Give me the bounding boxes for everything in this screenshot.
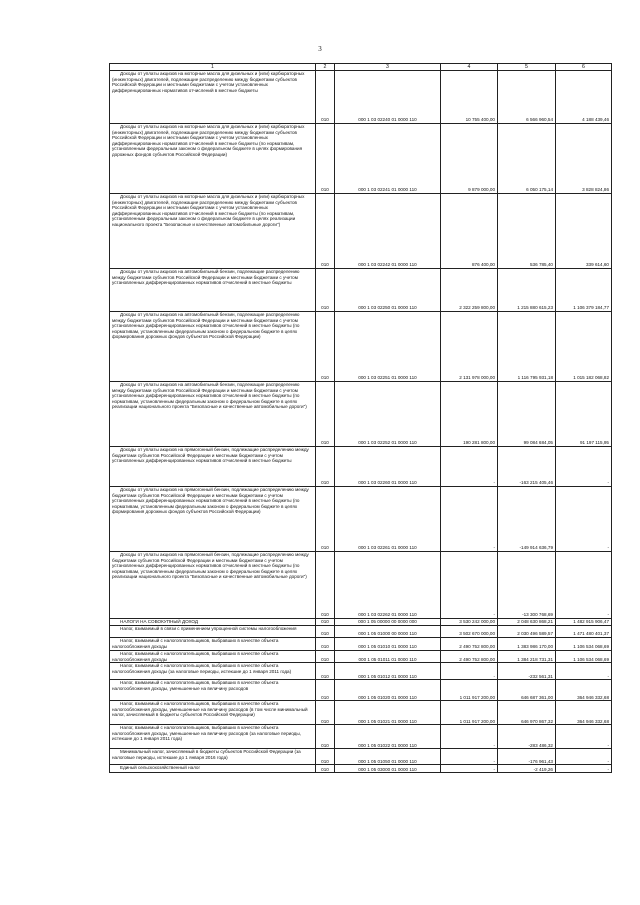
cell-approved: -	[441, 749, 498, 765]
cell-executed: -283 486,32	[498, 725, 556, 749]
cell-approved: 9 879 000,00	[441, 124, 498, 194]
cell-executed: 1 384 218 731,31	[498, 651, 556, 663]
table-row	[110, 765, 612, 773]
cell-line: 010	[316, 71, 335, 124]
cell-name: Доходы от уплаты акцизов на моторные масла для дизельных и (или) карбюраторных (инжекторных) двигателей, подлежащие распределению между бюджетами субъектов Российской Федерации и местными бюджетами с учетом установленных дифференцированных нормативов отчислений в местные бюджеты	[110, 71, 316, 124]
cell-unexecuted: 1 106 379 184,77	[556, 269, 612, 312]
cell-unexecuted: 1 471 480 401,37	[556, 626, 612, 638]
cell-line: 010	[316, 626, 335, 638]
cell-unexecuted: 1 106 534 068,69	[556, 638, 612, 651]
cell-name: Доходы от уплаты акцизов на прямогонный бензин, подлежащие распределению между бюджетами субъектов Российской Федерации и местными бюджетами с учетом установленных дифференцированных нормативов отчислений в местные бюджеты (по нормативам, установленным федеральным законом о федеральном бюджете в целях реализации национального проекта "Безопасные и качественные автомобильные дороги")	[110, 552, 316, 619]
cell-code: 000 1 05 03000 01 0000 110	[335, 765, 441, 773]
cell-code: 000 1 05 01011 01 0000 110	[335, 651, 441, 663]
table-row	[110, 487, 612, 552]
page-number: 3	[318, 45, 322, 53]
cell-executed: 1 215 880 615,23	[498, 269, 556, 312]
cell-code: 000 1 03 02251 01 0000 110	[335, 312, 441, 382]
table-row	[110, 701, 612, 725]
cell-line: 010	[316, 663, 335, 680]
cell-code: 000 1 05 01000 00 0000 110	[335, 626, 441, 638]
cell-approved: 2 131 978 000,00	[441, 312, 498, 382]
cell-code: 000 1 05 01020 01 0000 110	[335, 680, 441, 701]
cell-unexecuted: 339 614,60	[556, 194, 612, 269]
table-row	[110, 71, 612, 124]
cell-approved: 1 011 917 200,00	[441, 680, 498, 701]
cell-approved: -	[441, 447, 498, 487]
cell-line: 010	[316, 701, 335, 725]
table-row	[110, 663, 612, 680]
cell-code: 000 1 05 00000 00 0000 000	[335, 619, 441, 626]
cell-code: 000 1 05 01021 01 0000 110	[335, 701, 441, 725]
cell-unexecuted: -	[556, 447, 612, 487]
table-row	[110, 626, 612, 638]
cell-unexecuted: 1 015 182 068,82	[556, 312, 612, 382]
cell-approved: 2 490 752 800,00	[441, 638, 498, 651]
header-cell: 2	[316, 64, 335, 71]
cell-name: НАЛОГИ НА СОВОКУПНЫЙ ДОХОД	[110, 619, 316, 626]
header-cell: 6	[556, 64, 612, 71]
cell-unexecuted: -	[556, 552, 612, 619]
cell-name: Налог, взимаемый с налогоплательщиков, выбравших в качестве объекта налогообложения доходы, уменьшенные на величину расходов (за налоговые периоды, истекшие до 1 января 2011 года)	[110, 725, 316, 749]
cell-name: Минимальный налог, зачисляемый в бюджеты субъектов Российской Федерации (за налоговые периоды, истекшие до 1 января 2016 года)	[110, 749, 316, 765]
cell-approved: -	[441, 663, 498, 680]
header-cell: 3	[335, 64, 441, 71]
cell-executed: 2 030 496 589,57	[498, 626, 556, 638]
cell-line: 010	[316, 638, 335, 651]
cell-approved: 2 490 752 800,00	[441, 651, 498, 663]
cell-executed: 6 566 960,54	[498, 71, 556, 124]
cell-name: Доходы от уплаты акцизов на прямогонный бензин, подлежащие распределению между бюджетами субъектов Российской Федерации и местными бюджетами с учетом установленных дифференцированных нормативов отчислений в местные бюджеты	[110, 447, 316, 487]
cell-line: 010	[316, 382, 335, 447]
cell-name: Налог, взимаемый в связи с применением упрощенной системы налогообложения	[110, 626, 316, 638]
cell-line: 010	[316, 269, 335, 312]
cell-name: Доходы от уплаты акцизов на автомобильный бензин, подлежащие распределению между бюджетами субъектов Российской Федерации и местными бюджетами с учетом установленных дифференцированных нормативов отчислений в местные бюджеты	[110, 269, 316, 312]
cell-line: 010	[316, 552, 335, 619]
cell-name: Доходы от уплаты акцизов на моторные масла для дизельных и (или) карбюраторных (инжекторных) двигателей, подлежащие распределению между бюджетами субъектов Российской Федерации и местными бюджетами с учетом установленных дифференцированных нормативов отчислений в местные бюджеты (по нормативам, установленным федеральным законом о федеральном бюджете в целях реализации национального проекта "Безопасные и качественные автомобильные дороги")	[110, 194, 316, 269]
cell-code: 000 1 05 01022 01 0000 110	[335, 725, 441, 749]
cell-unexecuted: 364 946 332,68	[556, 680, 612, 701]
cell-line: 010	[316, 194, 335, 269]
cell-executed: 536 785,40	[498, 194, 556, 269]
table-row	[110, 749, 612, 765]
cell-executed: -13 300 768,69	[498, 552, 556, 619]
cell-executed: 646 970 867,32	[498, 701, 556, 725]
table-row	[110, 194, 612, 269]
cell-line: 010	[316, 749, 335, 765]
table-row	[110, 680, 612, 701]
cell-name: Налог, взимаемый с налогоплательщиков, выбравших в качестве объекта налогообложения доходы, уменьшенные на величину расходов	[110, 680, 316, 701]
cell-line: 010	[316, 725, 335, 749]
cell-name: Доходы от уплаты акцизов на автомобильный бензин, подлежащие распределению между бюджетами субъектов Российской Федерации и местными бюджетами с учетом установленных дифференцированных нормативов отчислений в местные бюджеты (по нормативам, установленным федеральным законом о федеральном бюджете в целях реализации национального проекта "Безопасные и качественные автомобильные дороги")	[110, 382, 316, 447]
cell-name: Доходы от уплаты акцизов на моторные масла для дизельных и (или) карбюраторных (инжекторных) двигателей, подлежащие распределению между бюджетами субъектов Российской Федерации и местными бюджетами с учетом установленных дифференцированных нормативов отчислений в местные бюджеты (по нормативам, установленным федеральным законом о федеральном бюджете в целях формирования дорожных фондов субъектов Российской Федерации)	[110, 124, 316, 194]
cell-approved: 190 281 800,00	[441, 382, 498, 447]
cell-unexecuted: 1 482 915 906,47	[556, 619, 612, 626]
cell-unexecuted: 91 197 115,95	[556, 382, 612, 447]
cell-approved: -	[441, 552, 498, 619]
cell-code: 000 1 03 02242 01 0000 110	[335, 194, 441, 269]
table-row	[110, 269, 612, 312]
cell-name: Доходы от уплаты акцизов на прямогонный бензин, подлежащие распределению между бюджетами субъектов Российской Федерации и местными бюджетами с учетом установленных дифференцированных нормативов отчислений в местные бюджеты (по нормативам, установленным федеральным законом о федеральном бюджете в целях формирования дорожных фондов субъектов Российской Федерации)	[110, 487, 316, 552]
table-row	[110, 651, 612, 663]
cell-name: Налог, взимаемый с налогоплательщиков, выбравших в качестве объекта налогообложения доходы, уменьшенные на величину расходов (в том числе минимальный налог, зачисляемый в бюджеты субъектов Российской Федерации)	[110, 701, 316, 725]
cell-code: 000 1 03 02241 01 0000 110	[335, 124, 441, 194]
revenue-table	[109, 63, 612, 773]
cell-name: Доходы от уплаты акцизов на автомобильный бензин, подлежащие распределению между бюджетами субъектов Российской Федерации и местными бюджетами с учетом установленных дифференцированных нормативов отчислений в местные бюджеты (по нормативам, установленным федеральным законом о федеральном бюджете в целях формирования дорожных фондов субъектов Российской Федерации)	[110, 312, 316, 382]
cell-code: 000 1 03 02260 01 0000 110	[335, 447, 441, 487]
cell-executed: 99 084 684,05	[498, 382, 556, 447]
cell-code: 000 1 05 01050 01 0000 110	[335, 749, 441, 765]
cell-unexecuted: 1 106 534 068,69	[556, 651, 612, 663]
cell-unexecuted: -	[556, 725, 612, 749]
cell-approved: -	[441, 725, 498, 749]
cell-approved: -	[441, 487, 498, 552]
cell-name: Налог, взимаемый с налогоплательщиков, выбравших в качестве объекта налогообложения доходы (за налоговые периоды, истекшие до 1 января 2011 года)	[110, 663, 316, 680]
cell-name: Единый сельскохозяйственный налог	[110, 765, 316, 773]
cell-unexecuted: 4 188 439,46	[556, 71, 612, 124]
cell-code: 000 1 03 02250 01 0000 110	[335, 269, 441, 312]
table-row	[110, 312, 612, 382]
cell-approved: 1 011 917 200,00	[441, 701, 498, 725]
cell-unexecuted: -	[556, 765, 612, 773]
cell-code: 000 1 03 02240 01 0000 110	[335, 71, 441, 124]
table-row	[110, 619, 612, 626]
cell-executed: -176 961,43	[498, 749, 556, 765]
table-row	[110, 382, 612, 447]
cell-line: 010	[316, 124, 335, 194]
cell-unexecuted: -	[556, 749, 612, 765]
table-row	[110, 725, 612, 749]
cell-approved: 10 755 400,00	[441, 71, 498, 124]
cell-approved: 876 400,00	[441, 194, 498, 269]
cell-executed: -163 215 405,46	[498, 447, 556, 487]
cell-approved: -	[441, 765, 498, 773]
cell-executed: 646 687 361,00	[498, 680, 556, 701]
cell-line: 010	[316, 651, 335, 663]
table-row	[110, 552, 612, 619]
cell-line: 010	[316, 680, 335, 701]
cell-unexecuted: -	[556, 487, 612, 552]
header-cell: 5	[498, 64, 556, 71]
table-row	[110, 638, 612, 651]
table-row	[110, 447, 612, 487]
cell-executed: -232 561,31	[498, 663, 556, 680]
cell-unexecuted: 364 946 332,68	[556, 701, 612, 725]
cell-unexecuted: -	[556, 663, 612, 680]
cell-executed: 2 048 630 868,21	[498, 619, 556, 626]
cell-approved: 2 322 259 800,00	[441, 269, 498, 312]
cell-line: 010	[316, 487, 335, 552]
cell-approved: 3 530 242 000,00	[441, 619, 498, 626]
header-cell: 4	[441, 64, 498, 71]
cell-executed: -2 419,26	[498, 765, 556, 773]
table-row	[110, 124, 612, 194]
cell-code: 000 1 03 02252 01 0000 110	[335, 382, 441, 447]
cell-line: 010	[316, 312, 335, 382]
cell-name: Налог, взимаемый с налогоплательщиков, выбравших в качестве объекта налогообложения доходы	[110, 651, 316, 663]
cell-code: 000 1 05 01012 01 0000 110	[335, 663, 441, 680]
cell-executed: 6 050 175,14	[498, 124, 556, 194]
header-cell: 1	[110, 64, 316, 71]
cell-line: 010	[316, 619, 335, 626]
cell-code: 000 1 03 02261 01 0000 110	[335, 487, 441, 552]
cell-executed: 1 116 795 931,18	[498, 312, 556, 382]
cell-name: Налог, взимаемый с налогоплательщиков, выбравших в качестве объекта налогообложения доходы	[110, 638, 316, 651]
cell-code: 000 1 05 01010 01 0000 110	[335, 638, 441, 651]
cell-executed: -149 914 636,79	[498, 487, 556, 552]
cell-line: 010	[316, 765, 335, 773]
cell-approved: 3 502 670 000,00	[441, 626, 498, 638]
cell-executed: 1 383 986 170,00	[498, 638, 556, 651]
table-header-row	[110, 64, 612, 71]
cell-unexecuted: 3 828 824,86	[556, 124, 612, 194]
cell-code: 000 1 03 02262 01 0000 110	[335, 552, 441, 619]
cell-line: 010	[316, 447, 335, 487]
